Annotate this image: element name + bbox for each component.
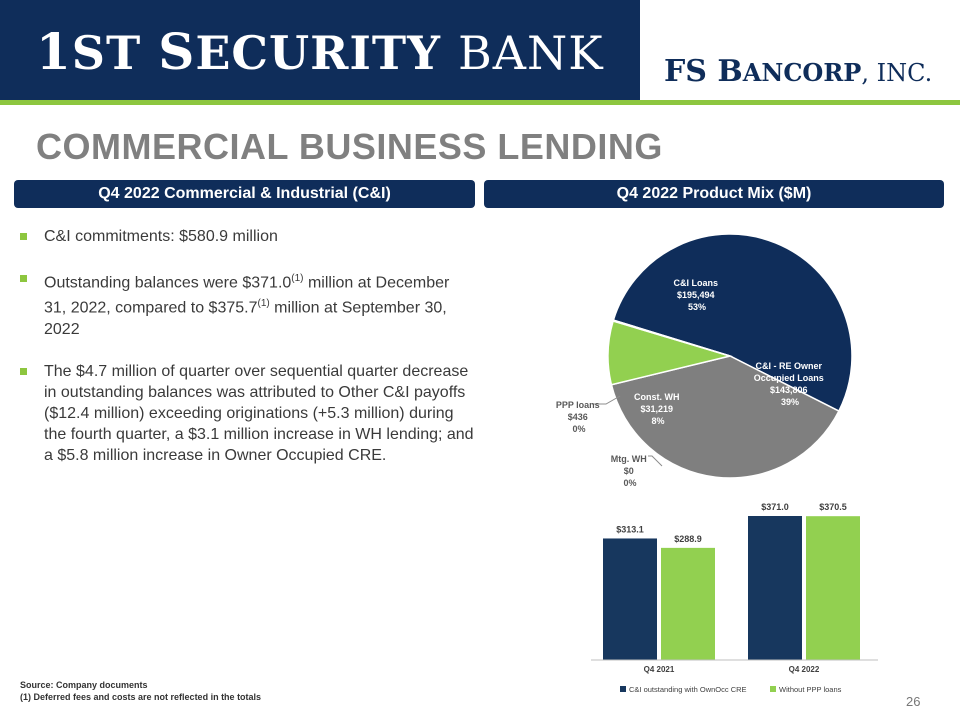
footnotes <box>20 679 261 703</box>
x-tick-label: Q4 2022 <box>788 665 820 674</box>
footnote-ref: (1) <box>257 298 270 310</box>
product-mix-pie-chart <box>540 218 880 498</box>
bar-value-label: $371.0 <box>761 502 789 512</box>
bullet-marker-icon <box>20 275 27 282</box>
bar-0-0 <box>603 538 657 660</box>
leader-line-mtg-wh <box>648 456 662 466</box>
bar-value-label: $370.5 <box>819 502 847 513</box>
bar-value-label: $288.9 <box>674 533 702 544</box>
outstanding-bar-chart <box>586 496 886 702</box>
bullet-list <box>20 226 475 487</box>
bullet-text: million at December 31, 2022, compared to $375.7 <box>44 274 450 317</box>
legend-swatch <box>620 686 626 692</box>
legend-label: C&I outstanding with OwnOcc CRE <box>629 685 747 694</box>
bullet-item <box>20 268 475 340</box>
section-header-left: Q4 2022 Commercial & Industrial (C&I) <box>14 180 475 208</box>
first-security-bank-logo: 1ST SECURITY BANK <box>36 22 604 81</box>
bar-1-0 <box>661 548 715 660</box>
legend-swatch <box>770 686 776 692</box>
bar-0-1 <box>748 516 802 660</box>
section-header-right: Q4 2022 Product Mix ($M) <box>484 180 944 208</box>
bullet-text: C&I commitments: $580.9 million <box>44 228 278 245</box>
page-number: 26 <box>906 694 921 709</box>
footnote-ref: (1) <box>291 273 304 284</box>
bullet-item <box>20 226 475 247</box>
pie-label-ci: C&I Loans $195,494 53% <box>673 278 718 312</box>
bullet-text: The $4.7 million of quarter over sequential quarter decrease in outstanding balances was attributed to Other C&I payoffs ($12.4 million) exceeding originations (+5.3 million) during the fourth quarter, a $3.1 million increase in WH lending; and a $5.8 million increase in Owner Occupied CRE. <box>44 362 474 464</box>
pie-label-re: C&I - RE Owner Occupied Loans $143,806 39% <box>753 361 824 407</box>
bullet-text: Outstanding balances were $371.0 <box>44 274 292 292</box>
bullet-text: million at September 30, 2022 <box>44 299 447 338</box>
bar-1-1 <box>806 516 860 660</box>
pie-label-const-wh: Const. WH $31,219 8% <box>633 392 680 426</box>
page-title: COMMERCIAL BUSINESS LENDING <box>36 126 663 167</box>
accent-divider <box>0 100 960 105</box>
bullet-marker-icon <box>20 368 27 375</box>
header-banner <box>0 0 640 100</box>
bullet-item <box>20 361 475 466</box>
source-note: Source: Company documents <box>20 680 148 690</box>
fs-bancorp-logo: FS BANCORP, INC. <box>664 54 933 89</box>
footnote: (1) Deferred fees and costs are not reflected in the totals <box>20 692 262 702</box>
legend-label: Without PPP loans <box>779 685 842 694</box>
pie-label-ppp: PPP loans $436 0% <box>555 400 600 434</box>
bar-value-label: $313.1 <box>616 524 644 535</box>
x-tick-label: Q4 2021 <box>643 665 675 674</box>
bullet-marker-icon <box>20 233 27 240</box>
pie-label-mtg-wh: Mtg. WH $0 0% <box>610 454 647 488</box>
